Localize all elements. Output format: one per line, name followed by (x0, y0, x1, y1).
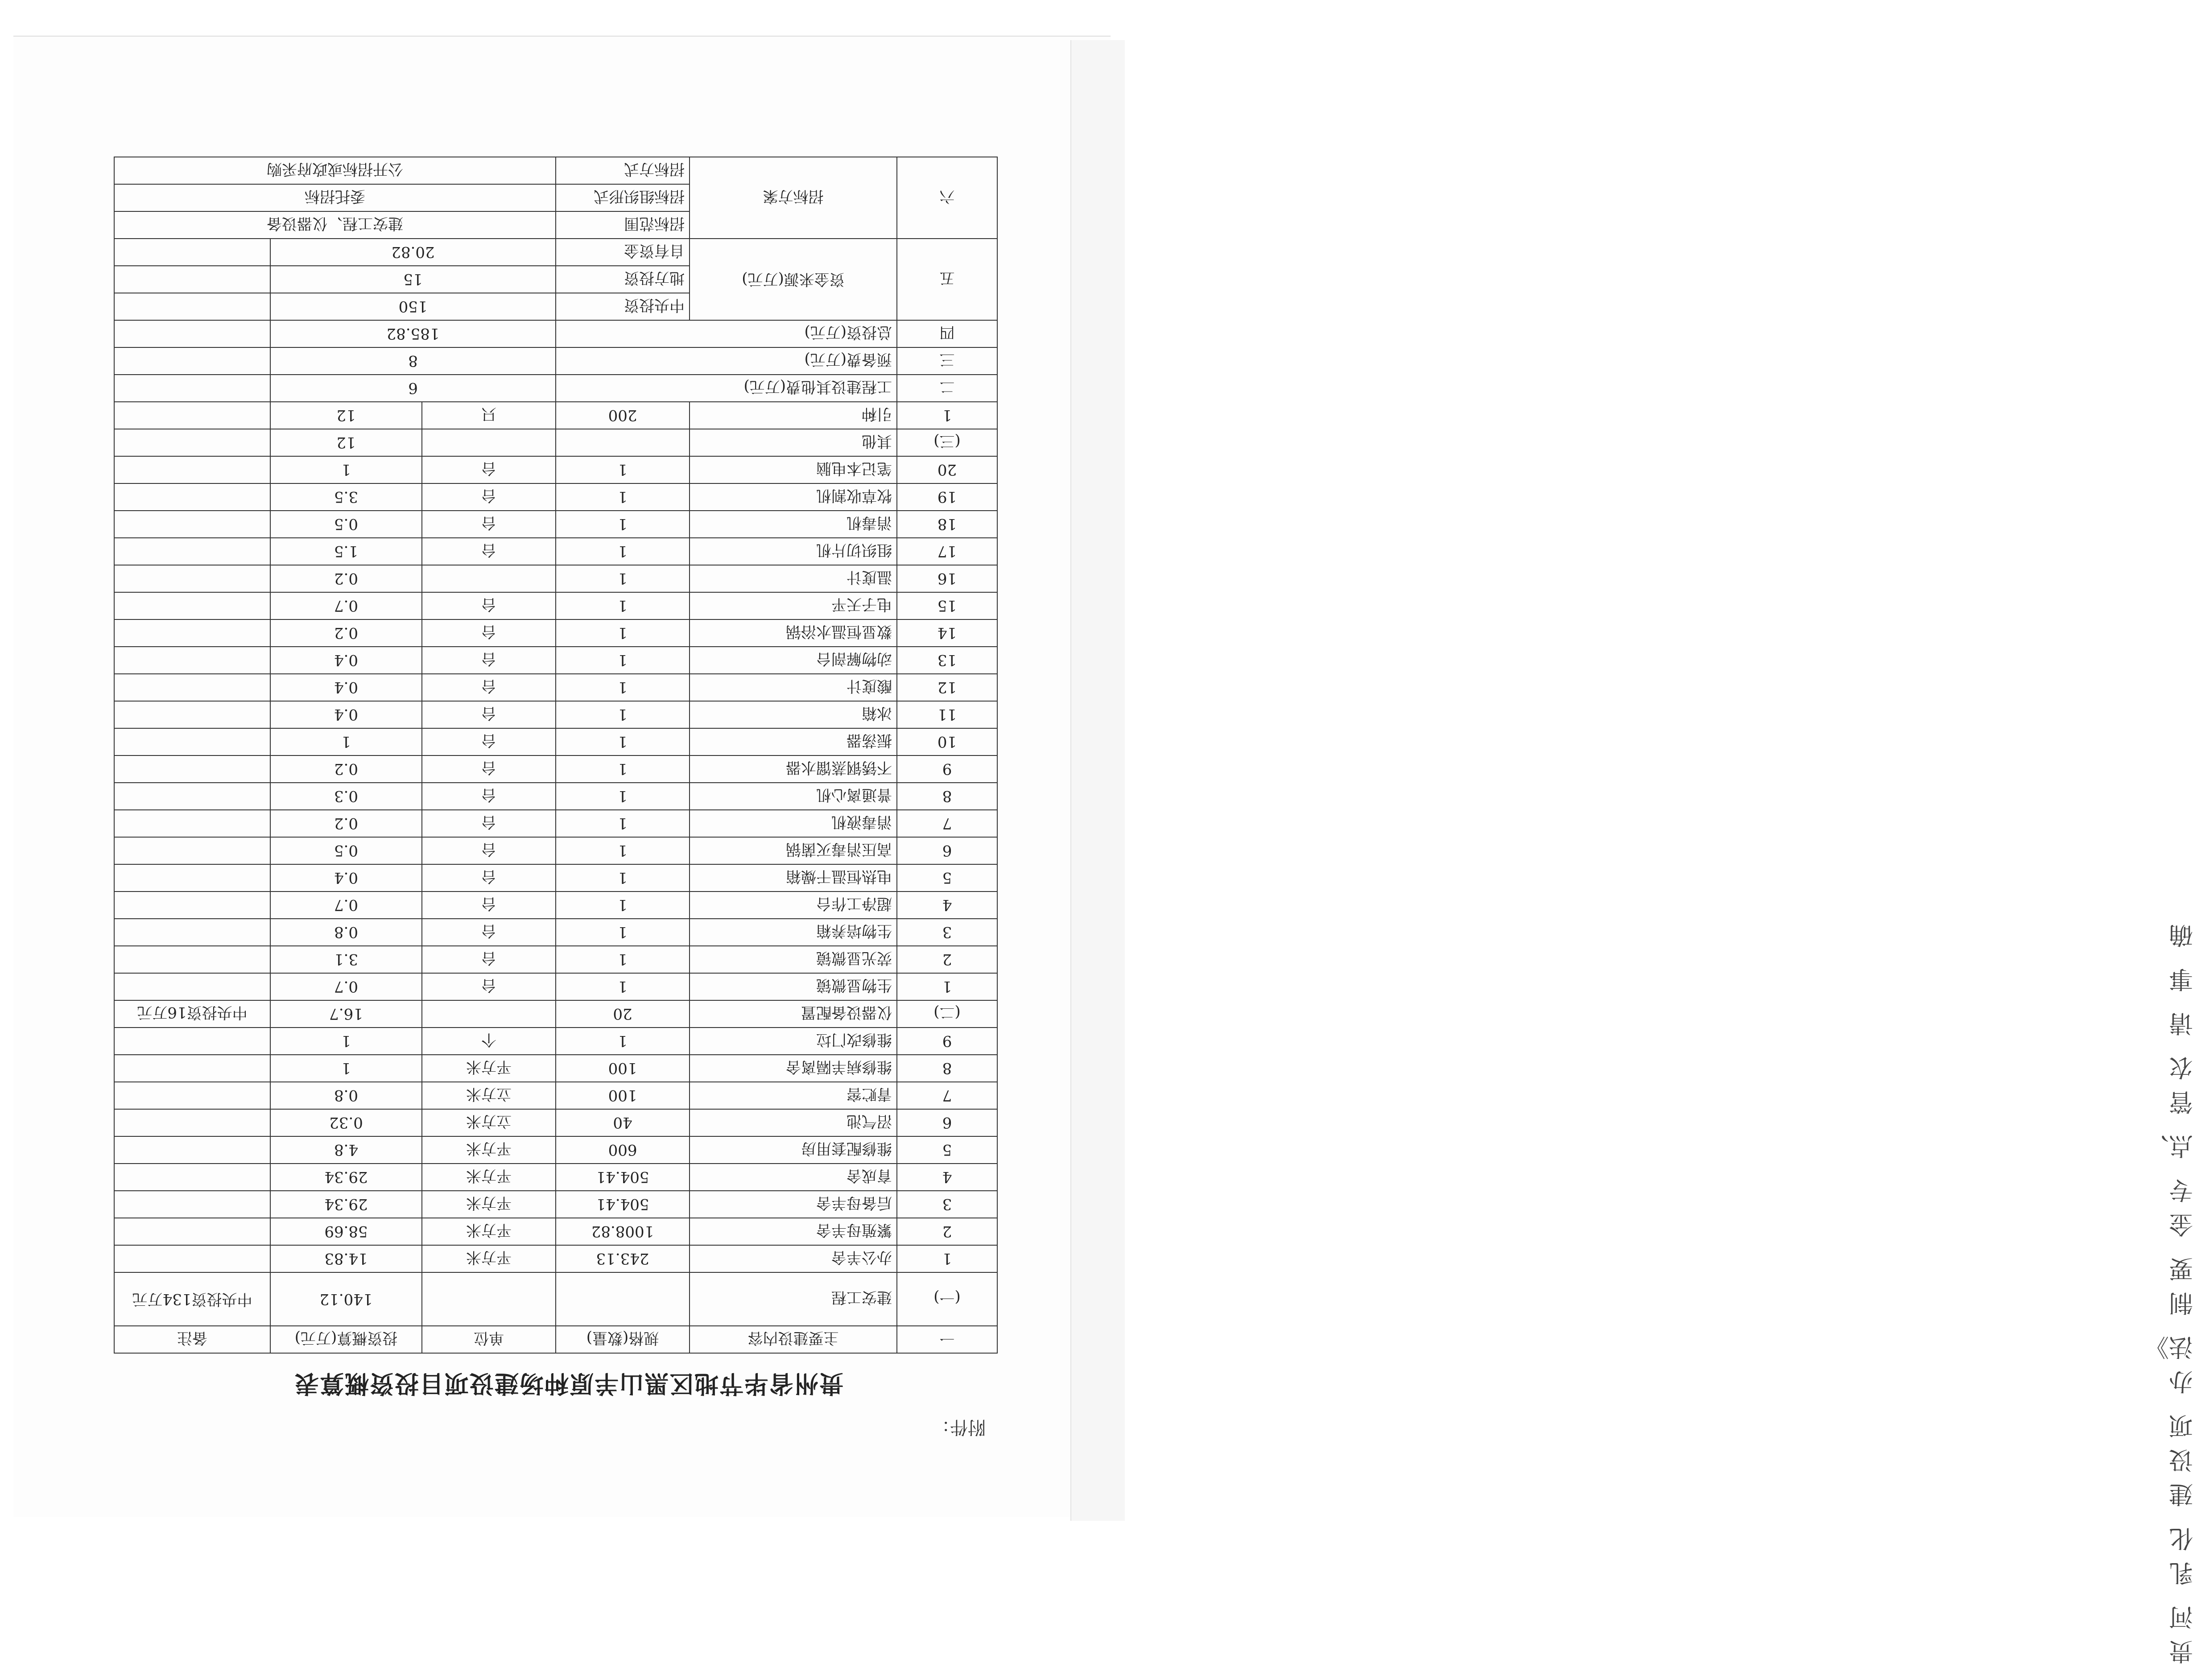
item-unit: 平方米 (422, 1055, 556, 1082)
table-row (114, 402, 997, 429)
item-no: 6 (897, 1109, 997, 1136)
table-row (114, 701, 997, 728)
funding-item-name: 地方投资 (556, 266, 690, 293)
header-no: 一 (897, 1326, 997, 1353)
header-note: 备注 (114, 1326, 270, 1353)
item-note (114, 701, 270, 728)
item-unit: 台 (422, 728, 556, 755)
summary-note (114, 320, 270, 347)
table-row (114, 1164, 997, 1191)
item-qty: 1 (556, 892, 690, 919)
summary-no: 三 (897, 347, 997, 375)
table-row (114, 837, 997, 864)
item-amount: 1.5 (270, 538, 422, 565)
item-name: 维修病羊隔离舍 (690, 1055, 897, 1082)
item-qty: 1008.82 (556, 1218, 690, 1245)
item-unit: 台 (422, 783, 556, 810)
item-unit: 平方米 (422, 1218, 556, 1245)
item-no: 1 (897, 973, 997, 1000)
item-amount: 1 (270, 728, 422, 755)
side-text-fragment: 制要 (2169, 1255, 2193, 1317)
summary-row (114, 375, 997, 402)
item-amount: 0.2 (270, 810, 422, 837)
item-name: 消毒机 (690, 511, 897, 538)
table-row (114, 1082, 997, 1109)
item-note (114, 1218, 270, 1245)
item-no: 7 (897, 810, 997, 837)
item-note (114, 919, 270, 946)
item-name: 温度计 (690, 565, 897, 592)
item-no: 1 (897, 1245, 997, 1272)
item-unit: 台 (422, 755, 556, 783)
item-note (114, 946, 270, 973)
header-content: 主要建设内容 (690, 1326, 897, 1353)
summary-name: 预备费(万元) (556, 347, 897, 375)
item-no: 6 (897, 837, 997, 864)
item-no: 15 (897, 592, 997, 619)
item-name: 数显恒温水浴锅 (690, 619, 897, 647)
item-qty: 1 (556, 728, 690, 755)
section-name: 建安工程 (690, 1272, 897, 1326)
item-no: 9 (897, 755, 997, 783)
item-unit: 平方米 (422, 1164, 556, 1191)
item-amount: 0.2 (270, 565, 422, 592)
item-name: 育成舍 (690, 1164, 897, 1191)
item-name: 办公羊舍 (690, 1245, 897, 1272)
header-unit: 单位 (422, 1326, 556, 1353)
section-name: 仪器设备配置 (690, 1000, 897, 1028)
side-text-fragment: 事 (2169, 965, 2193, 993)
item-name: 沼气池 (690, 1109, 897, 1136)
table-row (114, 538, 997, 565)
item-note (114, 755, 270, 783)
item-no: 8 (897, 783, 997, 810)
item-name: 不锈钢蒸馏水器 (690, 755, 897, 783)
item-qty: 1 (556, 755, 690, 783)
item-name: 酸度计 (690, 674, 897, 701)
section-no: (三) (897, 429, 997, 456)
side-text-fragment: 管农 (2169, 1053, 2193, 1116)
funding-item-name: 中央投资 (556, 293, 690, 320)
page-title: 贵州省毕节地区黑山羊原种场建设项目投资概算表 (294, 1370, 843, 1398)
item-note (114, 1082, 270, 1109)
item-no: 19 (897, 483, 997, 511)
item-unit (422, 565, 556, 592)
item-amount: 0.4 (270, 647, 422, 674)
item-note (114, 1028, 270, 1055)
item-unit: 台 (422, 592, 556, 619)
section-unit (422, 1272, 556, 1326)
table-row (114, 1218, 997, 1245)
item-name: 高压消毒灭菌锅 (690, 837, 897, 864)
item-no: 14 (897, 619, 997, 647)
section-amount: 140.12 (270, 1272, 422, 1326)
section-note: 中央投资134万元 (114, 1272, 270, 1326)
item-qty: 1 (556, 647, 690, 674)
item-qty: 1 (556, 946, 690, 973)
side-text-fragment: 乳化 (2169, 1524, 2193, 1587)
header-spec: 规格(数量) (556, 1326, 690, 1353)
item-qty: 1 (556, 864, 690, 892)
funding-no: 五 (897, 239, 997, 320)
item-unit: 台 (422, 810, 556, 837)
section-row-construction (114, 1272, 997, 1326)
item-no: 5 (897, 1136, 997, 1164)
item-note (114, 810, 270, 837)
item-amount: 0.4 (270, 701, 422, 728)
item-note (114, 592, 270, 619)
item-note (114, 1164, 270, 1191)
item-amount: 0.8 (270, 919, 422, 946)
table-row (114, 1055, 997, 1082)
item-qty: 100 (556, 1055, 690, 1082)
item-note (114, 973, 270, 1000)
item-no: 17 (897, 538, 997, 565)
item-qty: 1 (556, 456, 690, 483)
item-note (114, 674, 270, 701)
item-qty: 1 (556, 483, 690, 511)
item-qty: 1 (556, 674, 690, 701)
summary-row (114, 320, 997, 347)
item-no: 7 (897, 1082, 997, 1109)
item-amount: 58.69 (270, 1218, 422, 1245)
funding-item-name: 自有资金 (556, 239, 690, 266)
item-unit: 台 (422, 674, 556, 701)
item-qty: 1 (556, 837, 690, 864)
table-row (114, 511, 997, 538)
item-name: 消毒液机 (690, 810, 897, 837)
item-unit: 台 (422, 892, 556, 919)
item-qty: 504.41 (556, 1164, 690, 1191)
item-amount: 0.2 (270, 619, 422, 647)
section-qty (556, 429, 690, 456)
budget-table (114, 157, 998, 1354)
table-row (114, 1028, 997, 1055)
item-no: 13 (897, 647, 997, 674)
item-note (114, 619, 270, 647)
item-amount: 0.2 (270, 755, 422, 783)
attachment-label: 附件： (932, 1417, 986, 1437)
item-amount: 4.8 (270, 1136, 422, 1164)
item-name: 引种 (690, 402, 897, 429)
item-amount: 12 (270, 402, 422, 429)
item-note (114, 1055, 270, 1082)
side-text-fragment: 金专 (2169, 1176, 2193, 1238)
item-qty: 1 (556, 783, 690, 810)
item-no: 3 (897, 1191, 997, 1218)
item-amount: 0.8 (270, 1082, 422, 1109)
table-row (114, 755, 997, 783)
table-row (114, 619, 997, 647)
table-row (114, 864, 997, 892)
tender-item-name: 招标组织形式 (556, 184, 690, 211)
side-text-fragment: 贵河 (2169, 1603, 2193, 1665)
table-row (114, 592, 997, 619)
section-name: 其他 (690, 429, 897, 456)
item-qty: 1 (556, 592, 690, 619)
item-amount: 0.7 (270, 892, 422, 919)
item-unit: 台 (422, 511, 556, 538)
item-unit: 台 (422, 701, 556, 728)
funding-item-value: 20.82 (270, 239, 556, 266)
item-name: 后备母羊舍 (690, 1191, 897, 1218)
item-note (114, 1109, 270, 1136)
table-row (114, 647, 997, 674)
item-unit: 台 (422, 483, 556, 511)
item-note (114, 647, 270, 674)
item-amount: 1 (270, 456, 422, 483)
item-unit: 台 (422, 538, 556, 565)
summary-value: 8 (270, 347, 556, 375)
item-unit: 台 (422, 864, 556, 892)
item-name: 笔记本电脑 (690, 456, 897, 483)
item-name: 普通离心机 (690, 783, 897, 810)
item-amount: 0.5 (270, 511, 422, 538)
side-text-fragment: 请 (2169, 1009, 2193, 1037)
item-no: 2 (897, 946, 997, 973)
item-unit: 平方米 (422, 1245, 556, 1272)
side-text-fragment: 确 (2169, 921, 2193, 949)
item-name: 电子天平 (690, 592, 897, 619)
item-name: 荧光显微镜 (690, 946, 897, 973)
summary-row (114, 347, 997, 375)
item-qty: 1 (556, 619, 690, 647)
item-amount: 0.5 (270, 837, 422, 864)
item-note (114, 837, 270, 864)
item-unit: 平方米 (422, 1136, 556, 1164)
item-amount: 14.83 (270, 1245, 422, 1272)
item-note (114, 892, 270, 919)
item-note (114, 483, 270, 511)
funding-item-note (114, 239, 270, 266)
summary-value: 185.82 (270, 320, 556, 347)
item-qty: 1 (556, 511, 690, 538)
item-qty: 40 (556, 1109, 690, 1136)
item-amount: 0.32 (270, 1109, 422, 1136)
item-unit: 个 (422, 1028, 556, 1055)
item-note (114, 783, 270, 810)
item-note (114, 728, 270, 755)
item-name: 繁殖母羊舍 (690, 1218, 897, 1245)
table-row (114, 1109, 997, 1136)
item-no: 8 (897, 1055, 997, 1082)
item-name: 动物解剖台 (690, 647, 897, 674)
table-row (114, 728, 997, 755)
section-no: (一) (897, 1272, 997, 1326)
funding-label: 资金来源(万元) (690, 239, 897, 320)
adjacent-page-text (2145, 910, 2193, 1680)
section-qty (556, 1272, 690, 1326)
item-no: 10 (897, 728, 997, 755)
item-name: 超净工作台 (690, 892, 897, 919)
item-unit: 立方米 (422, 1082, 556, 1109)
tender-item-value: 公开招标或政府采购 (114, 157, 556, 184)
table-row (114, 973, 997, 1000)
tender-row (114, 211, 997, 239)
table-row (114, 456, 997, 483)
item-no: 4 (897, 1164, 997, 1191)
section-note (114, 429, 270, 456)
item-qty: 1 (556, 565, 690, 592)
rotated-document (0, 0, 1137, 1561)
header-amount: 投资概算(万元) (270, 1326, 422, 1353)
table-row (114, 483, 997, 511)
funding-row (114, 293, 997, 320)
item-qty: 1 (556, 919, 690, 946)
tender-no: 六 (897, 157, 997, 239)
item-amount: 0.4 (270, 864, 422, 892)
header-row (114, 1326, 997, 1353)
item-amount: 0.7 (270, 592, 422, 619)
item-unit: 台 (422, 837, 556, 864)
item-unit: 台 (422, 456, 556, 483)
table-row (114, 783, 997, 810)
side-text-fragment: 办法》 (2145, 1333, 2193, 1395)
section-note: 中央投资16万元 (114, 1000, 270, 1028)
tender-item-name: 招标范围 (556, 211, 690, 239)
summary-no: 二 (897, 375, 997, 402)
item-name: 电热恒温干燥箱 (690, 864, 897, 892)
item-no: 20 (897, 456, 997, 483)
item-unit: 台 (422, 619, 556, 647)
funding-item-note (114, 266, 270, 293)
item-amount: 0.7 (270, 973, 422, 1000)
item-note (114, 456, 270, 483)
item-qty: 1 (556, 538, 690, 565)
item-qty: 1 (556, 701, 690, 728)
table-row (114, 565, 997, 592)
item-name: 生物显微镜 (690, 973, 897, 1000)
item-name: 青贮窖 (690, 1082, 897, 1109)
summary-note (114, 347, 270, 375)
item-name: 维修改门垃 (690, 1028, 897, 1055)
funding-item-value: 150 (270, 293, 556, 320)
item-qty: 1 (556, 810, 690, 837)
item-amount: 0.3 (270, 783, 422, 810)
table-row (114, 810, 997, 837)
section-row-equipment (114, 1000, 997, 1028)
item-unit: 平方米 (422, 1191, 556, 1218)
item-note (114, 864, 270, 892)
funding-item-note (114, 293, 270, 320)
table-row (114, 946, 997, 973)
section-qty: 20 (556, 1000, 690, 1028)
item-unit: 台 (422, 946, 556, 973)
table-row (114, 919, 997, 946)
side-text-fragment: 点、 (2145, 1132, 2193, 1160)
section-amount: 16.7 (270, 1000, 422, 1028)
item-no: 2 (897, 1218, 997, 1245)
item-name: 振荡器 (690, 728, 897, 755)
summary-value: 6 (270, 375, 556, 402)
item-note (114, 1191, 270, 1218)
item-qty: 1 (556, 1028, 690, 1055)
item-no: 18 (897, 511, 997, 538)
summary-name: 总投资(万元) (556, 320, 897, 347)
summary-name: 工程建设其他费(万元) (556, 375, 897, 402)
item-qty: 1 (556, 973, 690, 1000)
item-unit: 台 (422, 647, 556, 674)
tender-item-name: 招标方式 (556, 157, 690, 184)
item-name: 生物培养箱 (690, 919, 897, 946)
item-unit: 立方米 (422, 1109, 556, 1136)
item-note (114, 1245, 270, 1272)
item-note (114, 538, 270, 565)
item-note (114, 1136, 270, 1164)
section-no: (二) (897, 1000, 997, 1028)
item-qty: 243.13 (556, 1245, 690, 1272)
item-no: 11 (897, 701, 997, 728)
item-amount: 3.1 (270, 946, 422, 973)
tender-item-value: 委托招标 (114, 184, 556, 211)
item-name: 维修配套用房 (690, 1136, 897, 1164)
item-no: 1 (897, 402, 997, 429)
table-row (114, 892, 997, 919)
item-amount: 29.34 (270, 1164, 422, 1191)
item-amount: 1 (270, 1028, 422, 1055)
summary-no: 四 (897, 320, 997, 347)
item-name: 组织切片机 (690, 538, 897, 565)
table-row (114, 1136, 997, 1164)
item-unit: 台 (422, 919, 556, 946)
item-no: 5 (897, 864, 997, 892)
budget-table-body (114, 157, 997, 1353)
table-row (114, 1245, 997, 1272)
item-no: 16 (897, 565, 997, 592)
side-text-fragment: 建设项 (2169, 1412, 2193, 1508)
section-unit (422, 1000, 556, 1028)
summary-note (114, 375, 270, 402)
item-no: 12 (897, 674, 997, 701)
item-note (114, 402, 270, 429)
item-no: 4 (897, 892, 997, 919)
tender-label: 招标方案 (690, 157, 897, 239)
item-no: 3 (897, 919, 997, 946)
item-amount: 29.34 (270, 1191, 422, 1218)
tender-item-value: 建安工程、仪器设备 (114, 211, 556, 239)
section-amount: 12 (270, 429, 422, 456)
item-note (114, 511, 270, 538)
item-name: 冰箱 (690, 701, 897, 728)
funding-item-value: 15 (270, 266, 556, 293)
item-qty: 200 (556, 402, 690, 429)
item-amount: 3.5 (270, 483, 422, 511)
item-amount: 1 (270, 1055, 422, 1082)
item-qty: 100 (556, 1082, 690, 1109)
item-qty: 504.41 (556, 1191, 690, 1218)
item-no: 9 (897, 1028, 997, 1055)
item-note (114, 565, 270, 592)
table-row (114, 674, 997, 701)
section-unit (422, 429, 556, 456)
item-unit: 只 (422, 402, 556, 429)
item-unit: 台 (422, 973, 556, 1000)
item-qty: 600 (556, 1136, 690, 1164)
item-amount: 0.4 (270, 674, 422, 701)
table-row (114, 1191, 997, 1218)
item-name: 牧草收割机 (690, 483, 897, 511)
section-row-other (114, 429, 997, 456)
